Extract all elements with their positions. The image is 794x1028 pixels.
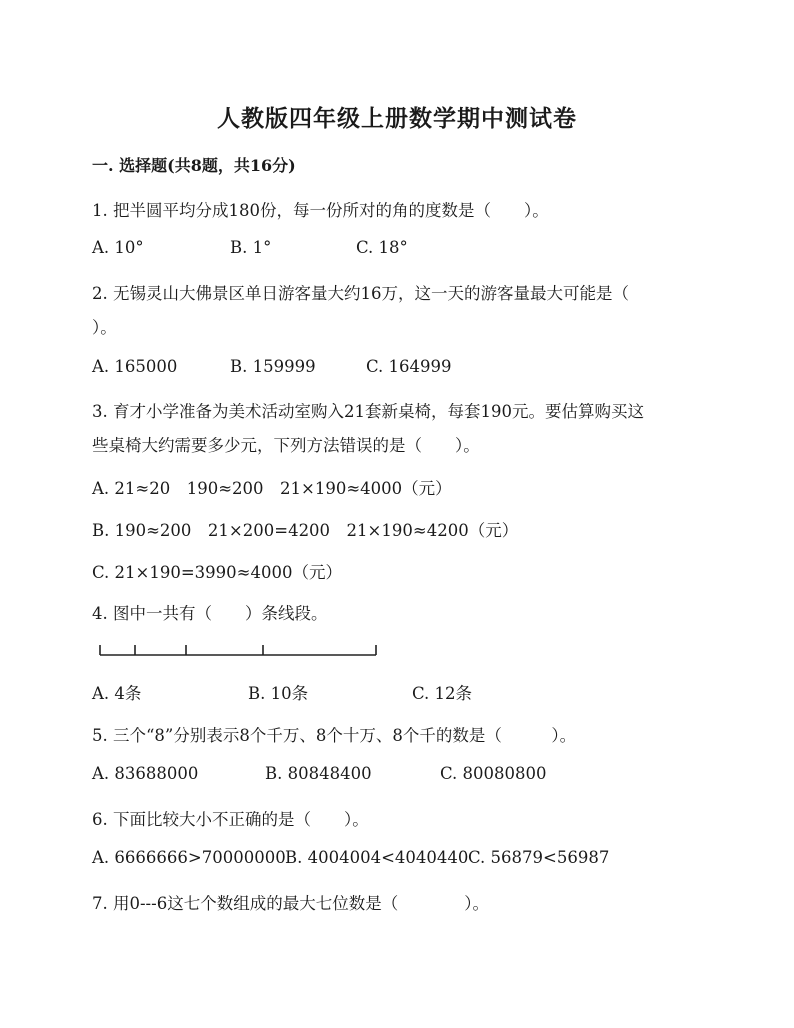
question-2-stem-line2: ）。 bbox=[92, 318, 117, 337]
line-segment-figure bbox=[98, 640, 380, 660]
question-2-option-a: A. 165000 bbox=[92, 357, 178, 376]
question-3-stem-line1: 3. 育才小学准备为美术活动室购入21套新桌椅，每套190元。要估算购买这 bbox=[92, 402, 644, 421]
question-5-stem: 5. 三个“8”分别表示8个千万、8个十万、8个千的数是（ ）。 bbox=[92, 726, 577, 745]
question-3-option-c: C. 21×190=3990≈4000（元） bbox=[92, 563, 342, 582]
question-3-option-b: B. 190≈200 21×200=4200 21×190≈4200（元） bbox=[92, 521, 519, 540]
question-4-option-a: A. 4条 bbox=[92, 684, 142, 703]
exam-title: 人教版四年级上册数学期中测试卷 bbox=[217, 105, 577, 132]
question-3-option-a: A. 21≈20 190≈200 21×190≈4000（元） bbox=[92, 479, 452, 498]
question-6-stem: 6. 下面比较大小不正确的是（ ）。 bbox=[92, 810, 369, 829]
question-5-option-b: B. 80848400 bbox=[265, 764, 372, 783]
question-4-stem: 4. 图中一共有（ ）条线段。 bbox=[92, 604, 328, 623]
question-1-stem: 1. 把半圆平均分成180份，每一份所对的角的度数是（ ）。 bbox=[92, 201, 549, 220]
question-6-option-a: A. 6666666>70000000 bbox=[92, 848, 286, 867]
question-2-option-c: C. 164999 bbox=[366, 357, 452, 376]
question-6-option-b: B. 4004004<4040440 bbox=[285, 848, 469, 867]
question-1-option-b: B. 1° bbox=[230, 238, 272, 257]
question-1-option-a: A. 10° bbox=[92, 238, 144, 257]
question-6-option-c: C. 56879<56987 bbox=[468, 848, 610, 867]
section-heading: 一. 选择题(共8题，共16分) bbox=[92, 156, 296, 175]
question-5-option-c: C. 80080800 bbox=[440, 764, 547, 783]
question-4-option-c: C. 12条 bbox=[412, 684, 473, 703]
question-1-option-c: C. 18° bbox=[356, 238, 408, 257]
question-2-stem-line1: 2. 无锡灵山大佛景区单日游客量大约16万，这一天的游客量最大可能是（ bbox=[92, 284, 629, 303]
question-2-option-b: B. 159999 bbox=[230, 357, 316, 376]
question-4-option-b: B. 10条 bbox=[248, 684, 309, 703]
question-5-option-a: A. 83688000 bbox=[92, 764, 199, 783]
question-7-stem: 7. 用0---6这七个数组成的最大七位数是（ ）。 bbox=[92, 894, 489, 913]
question-3-stem-line2: 些桌椅大约需要多少元，下列方法错误的是（ ）。 bbox=[92, 436, 480, 455]
